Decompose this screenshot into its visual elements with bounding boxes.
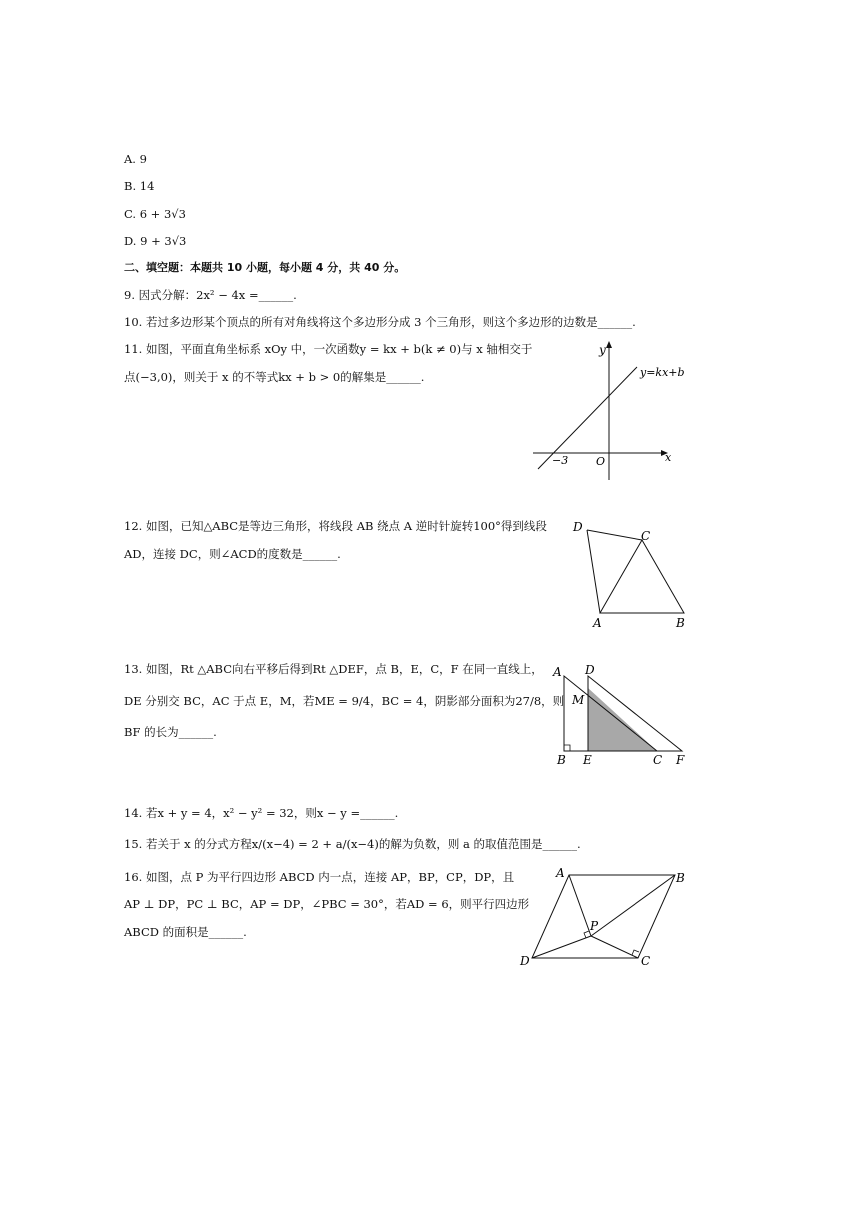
question-10: 10. 若过多边形某个顶点的所有对角线将这个多边形分成 3 个三角形，则这个多边形的边数是______. bbox=[124, 315, 636, 329]
fig13-label-a: A bbox=[553, 665, 562, 679]
question-11-line-2: 点(−3,0)，则关于 x 的不等式kx + b > 0的解集是______. bbox=[124, 370, 425, 384]
question-12-line-1: 12. 如图，已知△ABC是等边三角形，将线段 AB 绕点 A 逆时针旋转100°得到线段 bbox=[124, 519, 547, 533]
figure-11-coordinate-graph bbox=[530, 338, 700, 486]
figure-13-translated-triangles bbox=[550, 660, 690, 772]
fig16-label-c: C bbox=[641, 954, 651, 968]
section-header: 二、填空题：本题共 10 小题，每小题 4 分，共 40 分。 bbox=[124, 261, 406, 274]
figure-12-triangle bbox=[568, 515, 698, 633]
fig13-label-c: C bbox=[653, 753, 663, 767]
fig13-label-d: D bbox=[585, 663, 595, 677]
fig16-segment-ap bbox=[569, 875, 591, 936]
question-12-line-2: AD，连接 DC，则∠ACD的度数是______. bbox=[124, 547, 341, 561]
fig16-label-b: B bbox=[676, 871, 685, 885]
fig12-label-d: D bbox=[573, 520, 583, 534]
question-15: 15. 若关于 x 的分式方程x/(x−4) = 2 + a/(x−4)的解为负数，则 a 的取值范围是______. bbox=[124, 837, 581, 851]
fig16-parallelogram-abcd bbox=[532, 875, 675, 958]
fig11-line-label: y=kx+b bbox=[640, 366, 685, 379]
fig12-label-a: A bbox=[593, 616, 602, 630]
question-9: 9. 因式分解：2x² − 4x =______. bbox=[124, 288, 297, 302]
fig13-label-m: M bbox=[572, 693, 585, 707]
fig12-equilateral-triangle bbox=[600, 540, 684, 613]
fig13-label-e: E bbox=[583, 753, 592, 767]
question-16-line-3: ABCD 的面积是______. bbox=[124, 925, 247, 939]
fig11-origin-label: O bbox=[596, 455, 606, 468]
fig11-y-label: y bbox=[599, 343, 606, 357]
fig16-label-p: P bbox=[590, 919, 599, 933]
fig16-label-d: D bbox=[520, 954, 530, 968]
fig12-label-b: B bbox=[676, 616, 685, 630]
fig12-label-c: C bbox=[641, 529, 651, 543]
option-a: A. 9 bbox=[124, 152, 147, 166]
figure-16-parallelogram bbox=[515, 864, 695, 972]
question-13-line-2: DE 分别交 BC，AC 于点 E，M，若ME = 9/4，BC = 4，阴影部分面积为27/8，则 bbox=[124, 694, 565, 708]
question-11-line-1: 11. 如图，平面直角坐标系 xOy 中，一次函数y = kx + b(k ≠ 0)与 x 轴相交于 bbox=[124, 342, 533, 356]
fig16-right-angle-mark-c bbox=[632, 950, 639, 955]
question-16-line-2: AP ⊥ DP，PC ⊥ BC，AP = DP，∠PBC = 30°，若AD = 6，则平行四边形 bbox=[124, 897, 530, 911]
fig11-y-arrow bbox=[606, 341, 612, 348]
fig13-label-b: B bbox=[557, 753, 566, 767]
question-13-line-3: BF 的长为______. bbox=[124, 725, 217, 739]
option-d: D. 9 + 3√3 bbox=[124, 234, 187, 248]
fig16-segment-bp bbox=[591, 875, 675, 936]
fig13-shaded-region bbox=[588, 688, 657, 751]
fig16-label-a: A bbox=[556, 866, 565, 880]
fig13-label-f: F bbox=[676, 753, 685, 767]
question-13-line-1: 13. 如图，Rt △ABC向右平移后得到Rt △DEF，点 B，E，C，F 在同一直线上， bbox=[124, 662, 543, 676]
fig16-segment-cp bbox=[591, 936, 638, 958]
question-16-line-1: 16. 如图，点 P 为平行四边形 ABCD 内一点，连接 AP，BP，CP，DP，且 bbox=[124, 870, 515, 884]
fig11-x-label: x bbox=[665, 451, 672, 464]
question-14: 14. 若x + y = 4，x² − y² = 32，则x − y =______. bbox=[124, 806, 399, 820]
option-b: B. 14 bbox=[124, 179, 155, 193]
fig11-neg3-label: −3 bbox=[552, 454, 569, 467]
option-c: C. 6 + 3√3 bbox=[124, 207, 186, 221]
fig12-segment-ad bbox=[587, 530, 600, 613]
fig13-right-angle-mark bbox=[564, 745, 570, 751]
fig12-segment-dc bbox=[587, 530, 642, 540]
